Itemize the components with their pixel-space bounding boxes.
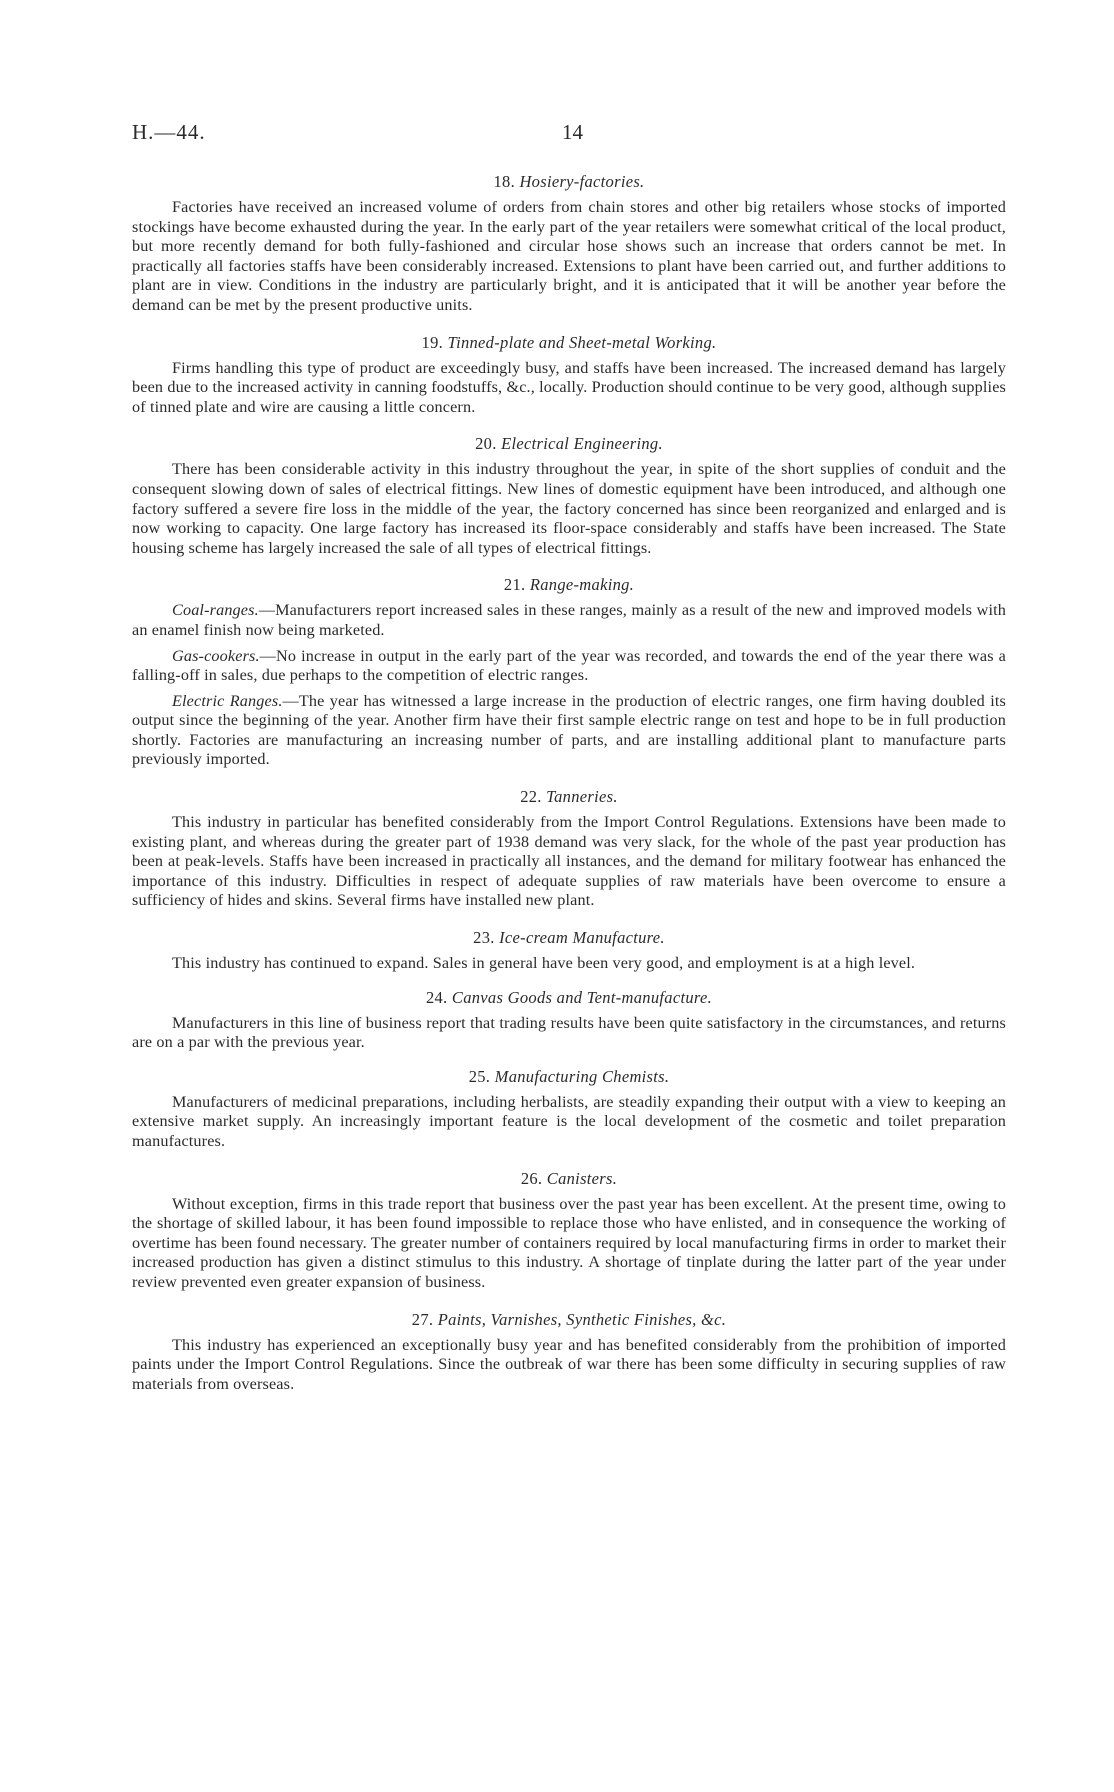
paragraph: This industry has continued to expand. Sales in general have been very good, and employment is at a high level. — [172, 954, 916, 973]
page-number: 14 — [562, 120, 583, 144]
section-tinned-plate — [132, 333, 1006, 418]
paragraph-lead: Coal-ranges. — [172, 601, 259, 620]
section-number: 20. — [475, 434, 497, 454]
page-header — [132, 120, 592, 150]
paragraph: Factories have received an increased volume of orders from chain stores and other big retailers whose stocks of imported stockings have become exhausted during the year. In the early part of the year retailers were somewhat critical of the local product, but more recently demand for both fully-fashioned and circular hose shows such an increase that orders cannot be met. In practically all factories staffs have been considerably increased. Extensions to plant have been carried out, and further additions to plant are in view. Conditions in the industry are particularly bright, and it is anticipated that it will be another year before the demand can be met by the present productive units. — [132, 198, 1006, 314]
section-title: Paints, Varnishes, Synthetic Finishes, &c. — [437, 1309, 727, 1329]
paragraph: This industry has experienced an exceptionally busy year and has benefited considerably from the prohibition of imported paints under the Import Control Regulations. Since the outbreak of war there has been some difficulty in securing supplies of raw materials from overseas. — [132, 1335, 1006, 1393]
section-title: Canisters. — [546, 1168, 618, 1188]
section-title: Manufacturing Chemists. — [494, 1066, 670, 1086]
section-hosiery — [132, 172, 1006, 316]
section-title: Electrical Engineering. — [501, 434, 663, 454]
section-heading — [132, 928, 1006, 948]
paragraph: Without exception, firms in this trade report that business over the past year has been excellent. At the present time, owing to the shortage of skilled labour, it has been found impossible to replace those who have enlisted, and in consequence the working of overtime has been found necessary. The greater number of containers required by local manufacturing firms in order to market their increased production has given a distinct stimulus to this industry. A shortage of tinplate during the latter part of the year under review prevented even greater expansion of business. — [132, 1194, 1006, 1291]
section-title: Tinned-plate and Sheet-metal Working. — [447, 332, 717, 352]
section-number: 25. — [468, 1066, 491, 1086]
section-canvas-goods — [132, 988, 1006, 1053]
section-range-making — [132, 575, 1006, 770]
section-paints-varnishes — [132, 1310, 1006, 1395]
section-number: 27. — [411, 1309, 434, 1329]
paragraph: Manufacturers in this line of business report that trading results have been quite satisfactory in the circumstances, and returns are on a par with the previous year. — [132, 1013, 1006, 1052]
paragraph: There has been considerable activity in this industry throughout the year, in spite of the short supplies of conduit and the consequent slowing down of sales of electrical fittings. New lines of domestic equipment have been introduced, and although one factory suffered a severe fire loss in the middle of the year, the factory concerned has since been reorganized and enlarged and is now working to capacity. One large factory has increased its floor-space considerably and staffs have been increased. The State housing scheme has largely increased the sale of all types of electrical fittings. — [132, 460, 1006, 557]
section-number: 18. — [493, 172, 516, 191]
section-number: 23. — [473, 928, 495, 948]
paragraph: This industry in particular has benefited considerably from the Import Control Regulations. Extensions have been made to existing plant, and whereas during the greater part of 1938 demand was very slack, for the whole of the past year production has been at peak-levels. Staffs have been increased in practically all instances, and the demand for military footwear has enhanced the importance of this industry. Difficulties in respect of adequate supplies of raw materials have been overcome to ensure a sufficiency of hides and skins. Several firms have installed new plant. — [132, 813, 1006, 910]
section-heading — [132, 1169, 1006, 1189]
section-number: 19. — [421, 332, 444, 352]
section-heading — [132, 1310, 1006, 1330]
paragraph-lead: Electric Ranges. — [172, 691, 283, 710]
paragraph-text: —The year has witnessed a large increase in the production of electric ranges, one firm having doubled its output since the beginning of the year. Another firm have their first sample electric range on test and hope to be in full production shortly. Factories are manufacturing an increasing number of parts, and are installing additional plant to manufacture parts previously imported. — [132, 691, 1006, 769]
section-electrical-engineering — [132, 434, 1006, 558]
paragraph: Firms handling this type of product are exceedingly busy, and staffs have been increased. The increased demand has largely been due to the increased activity in canning foodstuffs, &c., locally. Production should continue to be very good, although supplies of tinned plate and wire are causing a little concern. — [132, 358, 1006, 416]
section-heading — [132, 172, 1006, 192]
paragraph-text: —No increase in output in the early part of the year was recorded, and towards the end of the year there was a falling-off in sales, due perhaps to the competition of electric ranges. — [132, 646, 1006, 685]
paragraph-lead: Gas-cookers. — [172, 646, 260, 665]
section-canisters — [132, 1169, 1006, 1293]
section-heading — [132, 787, 1006, 807]
section-title: Tanneries. — [546, 787, 618, 807]
section-ice-cream — [132, 928, 1006, 974]
section-number: 24. — [425, 987, 448, 1007]
section-number: 26. — [520, 1168, 543, 1188]
section-number: 22. — [520, 787, 542, 807]
section-heading — [132, 434, 1006, 454]
section-title: Canvas Goods and Tent-manufacture. — [451, 987, 713, 1007]
section-heading — [132, 333, 1006, 353]
document-reference: H.—44. — [132, 120, 206, 144]
section-title: Hosiery-factories. — [519, 172, 645, 191]
paragraph-gas-cookers — [132, 647, 1006, 686]
section-tanneries — [132, 787, 1006, 911]
paragraph-coal-ranges — [132, 601, 1006, 640]
paragraph-text: —Manufacturers report increased sales in these ranges, mainly as a result of the new and improved models with an enamel finish now being marketed. — [132, 601, 1006, 639]
section-heading — [132, 575, 1006, 595]
paragraph: Manufacturers of medicinal preparations, including herbalists, are steadily expanding their output with a view to keeping an extensive market supply. An increasingly important feature is the local development of the cosmetic and toilet preparation manufactures. — [132, 1092, 1006, 1150]
paragraph-electric-ranges — [132, 692, 1006, 770]
section-manufacturing-chemists — [132, 1067, 1006, 1152]
section-heading — [132, 1067, 1006, 1087]
section-title: Range-making. — [529, 575, 635, 595]
section-number: 21. — [503, 575, 526, 595]
document-body — [132, 172, 1006, 1411]
section-heading — [132, 988, 1006, 1008]
section-title: Ice-cream Manufacture. — [499, 928, 665, 948]
